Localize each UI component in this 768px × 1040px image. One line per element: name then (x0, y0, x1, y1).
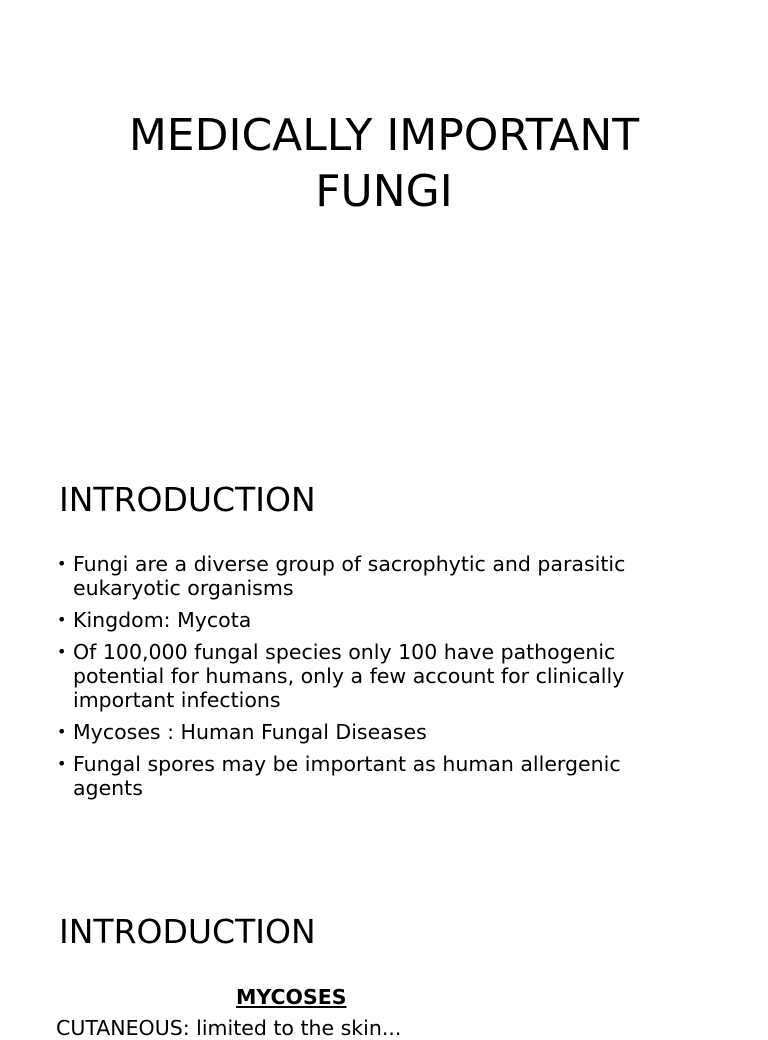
slide-title (40, 108, 728, 220)
title-line-2: FUNGI (315, 166, 453, 217)
bullet-item (56, 608, 696, 632)
bullet-list (56, 552, 696, 808)
partial-bullet-text: CUTANEOUS: limited to the skin... (56, 1016, 402, 1040)
bullet-item (56, 552, 696, 600)
slide-heading: INTRODUCTION (59, 480, 316, 519)
bullet-text: Fungi are a diverse group of sacrophytic and parasitic eukaryotic organisms (73, 552, 626, 600)
bullet-text: Of 100,000 fungal species only 100 have pathogenic potential for humans, only a few account for clinically important infections (73, 640, 625, 712)
bullet-icon: • (57, 610, 67, 629)
bullet-item (56, 720, 696, 744)
title-slide (0, 0, 768, 432)
mycoses-subheading: MYCOSES (236, 985, 347, 1009)
title-line-1: MEDICALLY IMPORTANT (128, 110, 640, 161)
bullet-text: Kingdom: Mycota (73, 608, 252, 632)
bullet-text: Fungal spores may be important as human allergenic agents (73, 752, 621, 800)
bullet-icon: • (57, 642, 67, 661)
bullet-item (56, 752, 696, 800)
bullet-text: Mycoses : Human Fungal Diseases (73, 720, 427, 744)
slide-heading: INTRODUCTION (59, 912, 316, 951)
introduction-slide (0, 432, 768, 862)
bullet-item (56, 640, 696, 712)
bullet-icon: • (57, 754, 67, 773)
bullet-icon: • (57, 554, 67, 573)
bullet-icon: • (57, 722, 67, 741)
mycoses-slide (0, 862, 768, 1040)
